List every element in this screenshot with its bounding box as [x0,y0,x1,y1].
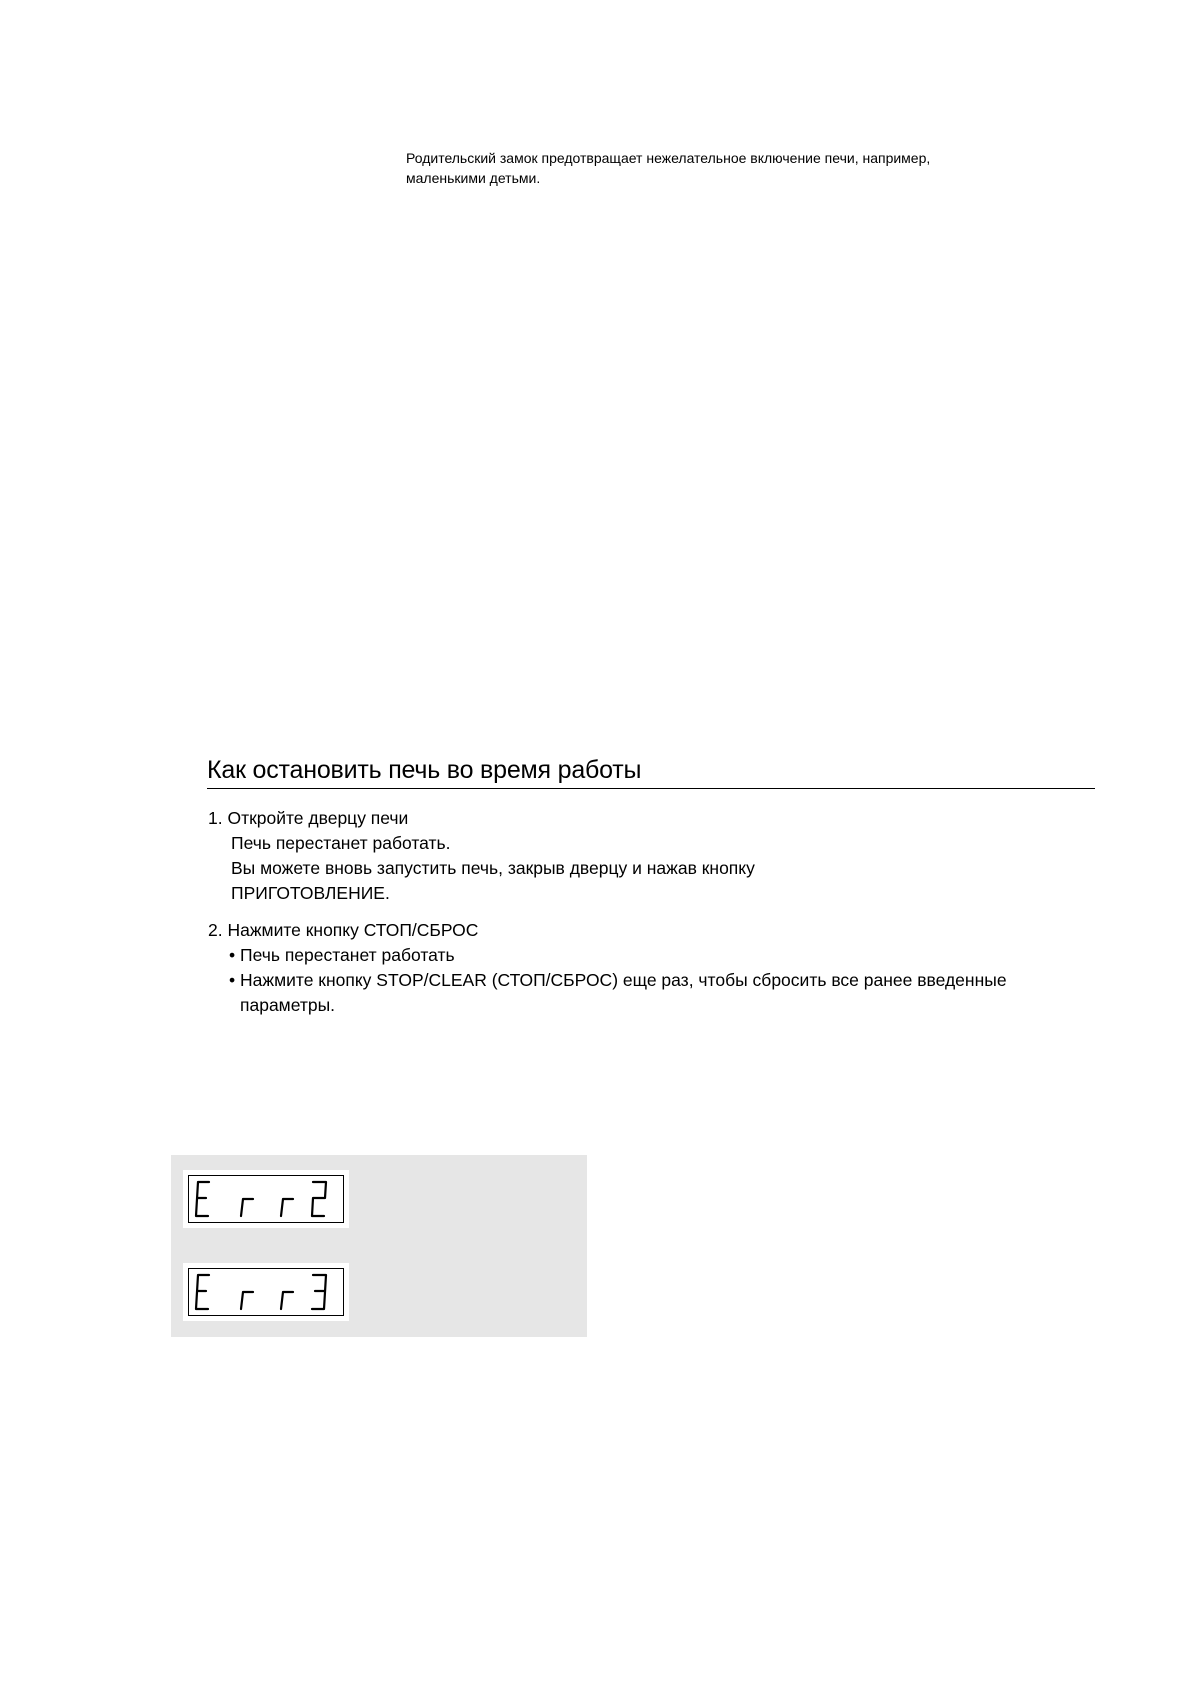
segment-glyph-r [281,1199,293,1216]
intro-line-2: маленькими детьми. [406,170,541,186]
step-1-title: 1. Откройте дверцу печи [208,808,409,828]
segment-glyph-r [241,1199,253,1216]
err2-segment-display [193,1179,339,1219]
segment-glyph-r [241,1292,253,1309]
steps-list [208,806,1088,1018]
error-codes-panel [171,1155,587,1337]
error-display-err3 [183,1263,349,1321]
err3-segment-display [193,1272,339,1312]
section-heading [207,755,1095,789]
step-2-bullet-2-continued: параметры. [240,995,336,1015]
section-title: Как остановить печь во время работы [207,756,642,784]
segment-glyph-r [281,1292,293,1309]
step-2-bullet-2: • Нажмите кнопку STOP/CLEAR (СТОП/СБРОС) еще раз, чтобы сбросить все ранее введенные [229,970,1007,990]
error-display-err2 [183,1170,349,1228]
step-1-line-1: Печь перестанет работать. [231,833,451,853]
step-1-line-2: Вы можете вновь запустить печь, закрыв дверцу и нажав кнопку [231,858,755,878]
segment-glyph-2 [312,1182,326,1216]
step-2-bullet-1: • Печь перестанет работать [229,945,455,965]
step-1-line-3: ПРИГОТОВЛЕНИЕ. [231,883,390,903]
intro-text [406,148,1026,188]
segment-glyph-e [196,1275,209,1309]
step-2-title: 2. Нажмите кнопку СТОП/СБРОС [208,920,479,940]
intro-line-1: Родительский замок предотвращает нежелательное включение печи, например, [406,150,931,166]
segment-glyph-3 [312,1275,326,1309]
segment-glyph-e [196,1182,209,1216]
